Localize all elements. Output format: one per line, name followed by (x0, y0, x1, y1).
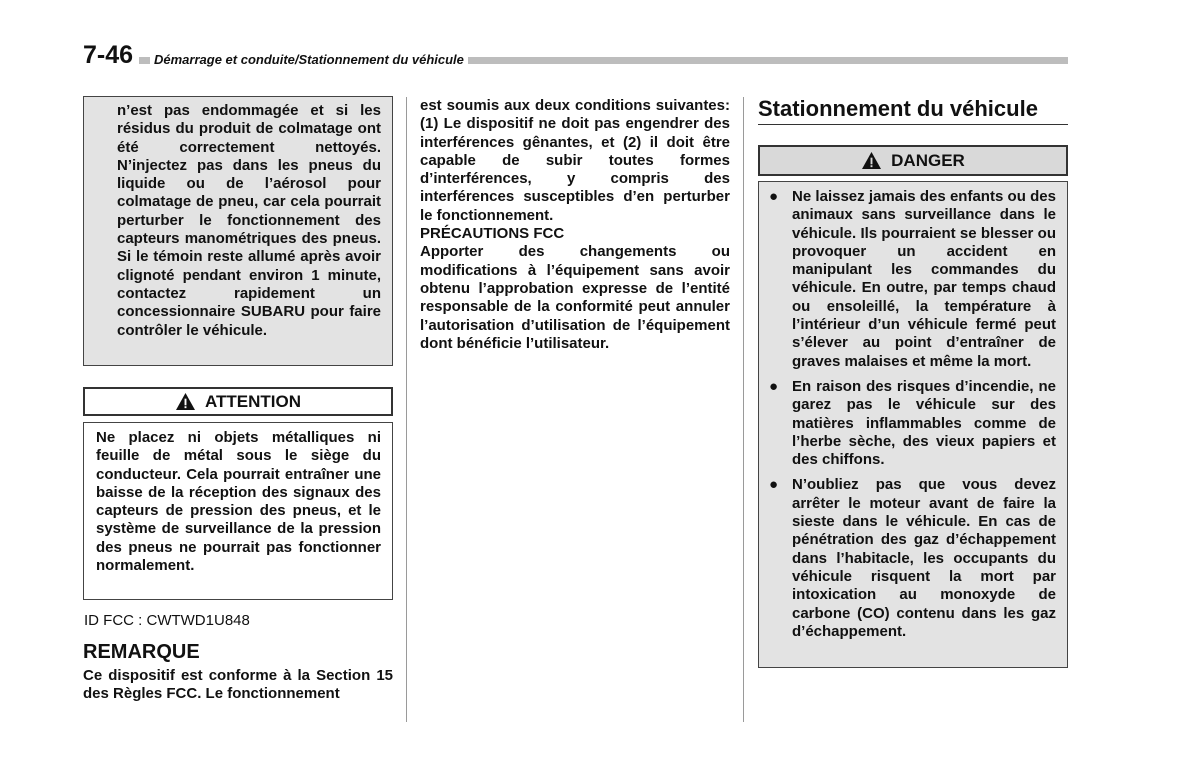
fcc-conditions-text: est soumis aux deux conditions suivantes: (1) Le dispositif ne doit pas engendrer des interférences gênantes, et (2) il doit être capable de subir toutes formes d’interférences, y compris des interférences susceptibles d’en perturber le fonctionnement. (420, 97, 730, 224)
bullet-icon: ● (769, 476, 779, 494)
precautions-heading: PRÉCAUTIONS FCC (420, 225, 565, 243)
page-number: 7-46 (83, 40, 139, 70)
remarque-text: Ce dispositif est conforme à la Section 15 des Règles FCC. Le fonctionnement (83, 667, 393, 703)
danger-label: DANGER (891, 150, 965, 170)
fcc-paragraph (420, 97, 730, 353)
remarque-body (83, 667, 393, 704)
running-header-title: Démarrage et conduite/Stationnement du véhicule (150, 51, 468, 68)
danger-list-item: ● En raison des risques d’incendie, ne garez pas le véhicule sur des matières inflammables comme de l’herbe sèche, des vieux papiers et des chiffons. (769, 377, 1056, 469)
danger-box (758, 181, 1068, 668)
attention-header (83, 387, 393, 416)
bullet-icon: ● (769, 188, 779, 205)
danger-list-item: ● Ne laissez jamais des enfants ou des animaux sans surveillance dans le véhicule. Ils pourraient se blesser ou provoquer un accident en manipulant les commandes du véhicule. En outre, par temps chaud ou ensoleillé, la température à l’intérieur d’un véhicule fermé peut s’élever au point d’entraîner de graves malaises et même la mort. (769, 188, 1056, 370)
danger-list (759, 188, 1056, 641)
remarque-heading: REMARQUE (83, 641, 200, 663)
column-divider-2 (743, 97, 744, 722)
bullet-icon: ● (769, 377, 779, 395)
warning-triangle-icon (861, 151, 882, 170)
attention-label: ATTENTION (204, 391, 301, 411)
fcc-id: ID FCC : CWTWD1U848 (84, 612, 250, 629)
title-underline (758, 124, 1068, 125)
attention-box (83, 422, 393, 600)
danger-header (758, 145, 1068, 176)
attention-text: Ne placez ni objets métalliques ni feuille de métal sous le siège du conducteur. Cela pourrait entraîner une baisse de la réception des signaux des capteurs de pression des pneus, et le système de surveillance de la pression des pneus ne pourrait pas fonctionner normalement. (96, 429, 381, 575)
parking-section-title: Stationnement du véhicule (758, 96, 1038, 121)
continued-warning-box (83, 96, 393, 366)
continued-warning-text: n’est pas endommagée et si les résidus du produit de colmatage ont été correctement nettoyés. N’injectez pas dans les pneus du liquide ou de l’aérosol pour colmatage de pneu, car cela pourrait perturber le fonctionnement des capteurs manométriques des pneus. Si le témoin reste allumé après avoir clignoté pendant environ 1 minute, contactez rapidement un concessionnaire SUBARU pour faire contrôler le véhicule. (117, 102, 381, 339)
danger-list-item: ● N’oubliez pas que vous devez arrêter le moteur avant de faire la sieste dans le véhicule. En cas de pénétration des gaz d’échappement dans l’habitacle, les occupants du véhicule risquent la mort par intoxication au monoxyde de carbone (CO) contenu dans les gaz d’échappement. (769, 476, 1056, 640)
precautions-text: Apporter des changements ou modifications à l’équipement sans avoir obtenu l’approbation expresse de l’entité responsable de la conformité peut annuler l’autorisation d’utilisation de l’équipement dont bénéficie l’utilisateur. (420, 243, 730, 352)
warning-triangle-icon (175, 392, 196, 411)
column-divider-1 (406, 97, 407, 722)
